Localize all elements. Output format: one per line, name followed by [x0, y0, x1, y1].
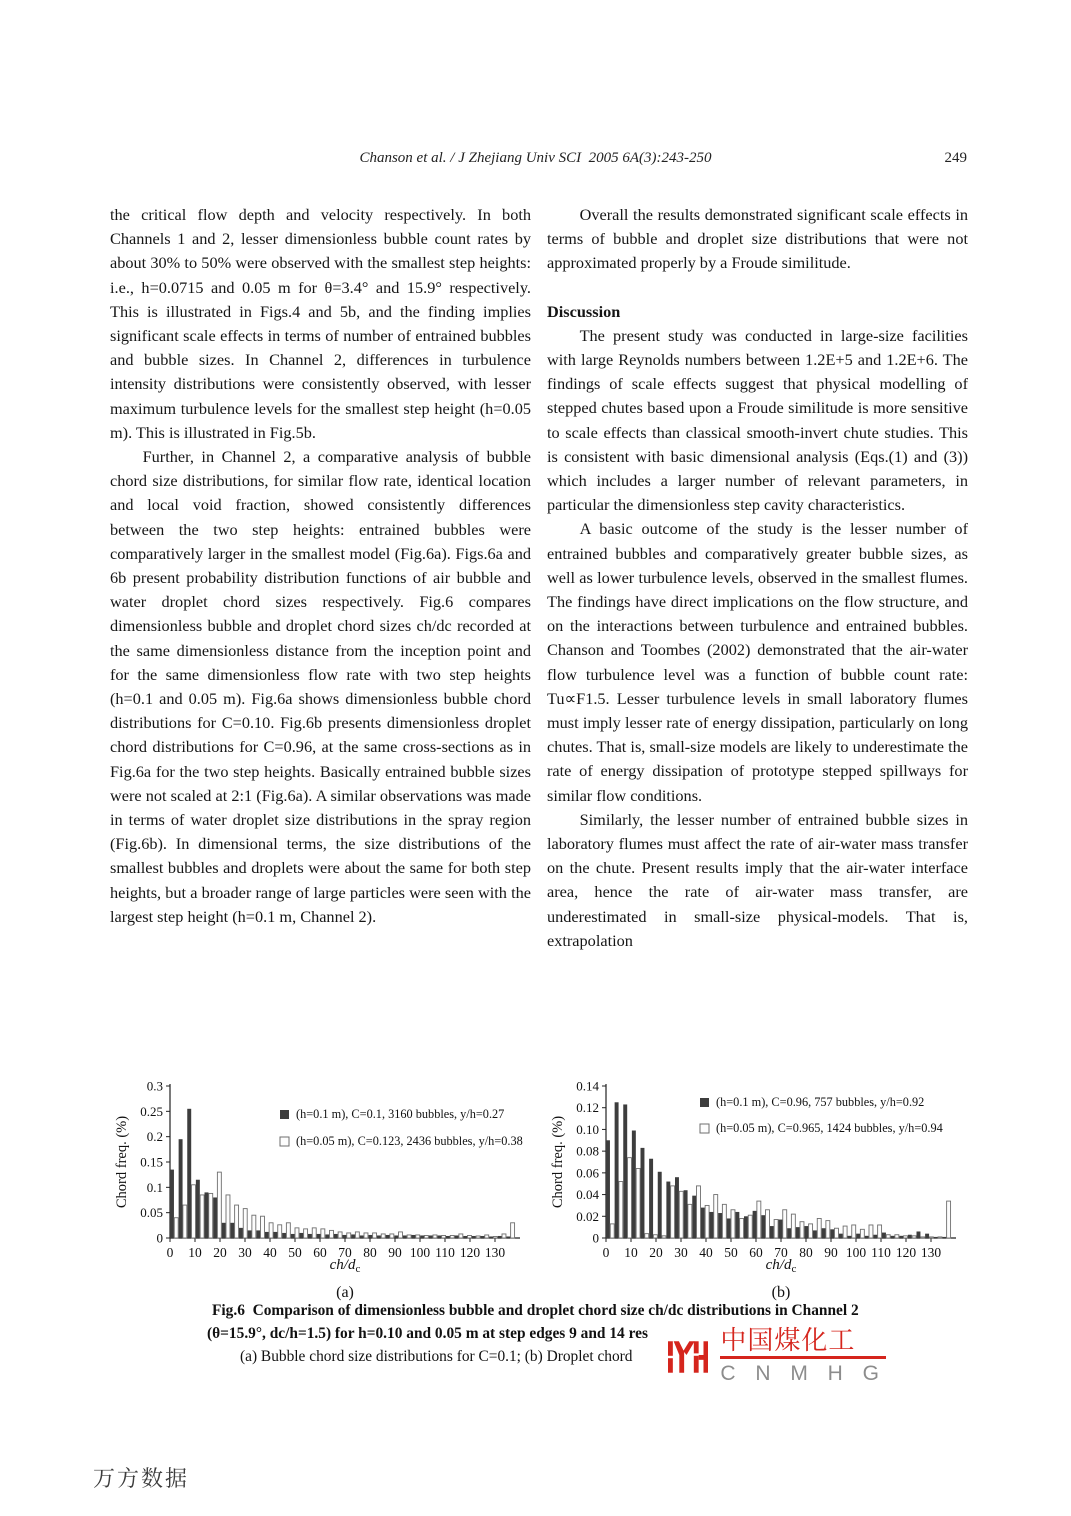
svg-text:120: 120: [459, 1245, 481, 1260]
svg-text:130: 130: [484, 1245, 506, 1260]
svg-text:0: 0: [156, 1230, 163, 1246]
svg-text:80: 80: [799, 1245, 813, 1260]
caption-line-3: (a) Bubble chord size distributions for C=0.1; (b) Droplet chord: [240, 1348, 633, 1365]
caption-line-2: (θ=15.9°, dc/h=1.5) for h=0.10 and 0.05 m at step edges 9 and 14 res: [207, 1325, 648, 1342]
svg-text:0: 0: [602, 1245, 610, 1260]
paragraph: Overall the results demonstrated significant scale effects in terms of bubble and droplet size distributions that were not approximated properly by a Froude similitude.: [547, 205, 968, 273]
subfigure-label: (b): [771, 1284, 791, 1301]
svg-text:60: 60: [313, 1245, 327, 1260]
cnmhg-logo: [668, 1322, 886, 1396]
svg-text:110: 110: [871, 1245, 891, 1260]
svg-text:110: 110: [435, 1245, 455, 1260]
svg-text:0.2: 0.2: [146, 1129, 163, 1145]
svg-text:0: 0: [166, 1245, 174, 1260]
cnmhg-logo-texts: [720, 1322, 886, 1386]
svg-text:100: 100: [409, 1245, 431, 1260]
svg-text:0: 0: [592, 1230, 599, 1246]
svg-text:40: 40: [263, 1245, 277, 1260]
svg-text:70: 70: [338, 1245, 352, 1260]
svg-text:0.25: 0.25: [140, 1103, 163, 1119]
svg-text:0.05: 0.05: [140, 1205, 163, 1221]
bar-chart-svg: [112, 1076, 537, 1304]
column-right: [547, 203, 968, 1075]
svg-text:80: 80: [363, 1245, 377, 1260]
svg-text:(h=0.1 m), C=0.96, 757 bubbles: (h=0.1 m), C=0.96, 757 bubbles, y/h=0.92: [716, 1095, 925, 1109]
chart-a: [112, 1076, 537, 1304]
svg-text:40: 40: [699, 1245, 713, 1260]
svg-text:90: 90: [824, 1245, 838, 1260]
paragraph: Similarly, the lesser number of entrained bubble sizes in laboratory flumes must affect the rate of air-water mass transfer on the chute. Present results imply that the air-water interface area, hence the rate of air-water mass transfer, are underestimated in small-size physical-models. That is, extrapolation: [547, 809, 968, 950]
caption-line-1: Fig.6 Comparison of dimensionless bubble and droplet chord size ch/dc distributions in Channel 2: [212, 1302, 859, 1319]
svg-text:0.08: 0.08: [576, 1143, 599, 1159]
svg-text:70: 70: [774, 1245, 788, 1260]
svg-text:0.3: 0.3: [146, 1078, 163, 1094]
svg-text:100: 100: [845, 1245, 867, 1260]
svg-text:(h=0.05 m), C=0.123, 2436 bubb: (h=0.05 m), C=0.123, 2436 bubbles, y/h=0.38: [296, 1134, 523, 1148]
paragraph: A basic outcome of the study is the lesser number of entrained bubbles and comparatively greater bubble sizes, as well as lower turbulence levels, observed in the smallest flumes. The findings have direct implications on the flow structure, and on the interactions between turbulence and entrained bubbles. Chanson and Toombes (2002) demonstrated that the air-water flow turbulence level was a function of bubble count rate: Tu∝F1.5. Lesser turbulence levels in small laboratory flumes must imply lesser rate of energy dissipation, particularly on long chutes. That is, small-size models are likely to underestimate the rate of energy dissipation of prototype stepped spillways for similar flow conditions.: [547, 519, 968, 805]
chart-legend: [700, 1095, 943, 1135]
svg-text:120: 120: [895, 1245, 917, 1260]
svg-text:0.10: 0.10: [576, 1121, 599, 1137]
svg-text:10: 10: [624, 1245, 638, 1260]
svg-text:30: 30: [238, 1245, 252, 1260]
x-axis-label: $ch/d_c$: [329, 1257, 361, 1275]
svg-text:90: 90: [388, 1245, 402, 1260]
svg-text:0.15: 0.15: [140, 1154, 163, 1170]
chart-b: [548, 1076, 973, 1304]
cnmhg-logo-mark-icon: [668, 1328, 708, 1386]
svg-text:(h=0.05 m), C=0.965, 1424 bubb: (h=0.05 m), C=0.965, 1424 bubbles, y/h=0.94: [716, 1121, 943, 1135]
subfigure-label: (a): [336, 1284, 354, 1301]
paragraph: The present study was conducted in large-size facilities with large Reynolds numbers between 1.2E+5 and 1.2E+6. The findings of scale effects suggest that physical modelling of stepped chutes based upon a Froude similitude is more sensitive to scale effects than classical smooth-invert chute studies. This is consistent with basic dimensional analysis (Eqs.(1) and (3)) which includes a larger number of relevant parameters, in particular the dimensionless step cavity characteristics.: [547, 325, 968, 515]
paragraph: Further, in Channel 2, a comparative analysis of bubble chord size distributions, for similar flow rate, identical location and local void fraction, showed consistently differences between the two step heights: entrained bubbles were comparatively larger in the smallest model (Fig.6a). Figs.6a and 6b present probability distribution functions of air bubble and water droplet chord sizes respectively. Fig.6 compares dimensionless bubble and droplet chord sizes ch/dc recorded at the same dimensionless distance from the inception point and for the same dimensionless flow rate with two step heights (h=0.1 and 0.05 m). Fig.6a shows dimensionless bubble chord distributions for C=0.10. Fig.6b presents dimensionless droplet chord distributions for C=0.96, at the same cross-sections as in Fig.6a for the two step heights. Basically entrained bubble sizes were not scaled at 2:1 (Fig.6a). A similar observations was made in terms of water droplet size distributions in the spray region (Fig.6b). In dimensional terms, the size distributions of the smallest bubbles and droplets were about the same for both step heights, but a broader range of large particles were seen with the largest step height (h=0.1 m, Channel 2).: [110, 447, 531, 926]
svg-text:10: 10: [188, 1245, 202, 1260]
svg-text:130: 130: [920, 1245, 942, 1260]
svg-text:60: 60: [749, 1245, 763, 1260]
y-axis-label: Chord freq. (%): [114, 1115, 130, 1209]
bars-group: [170, 1109, 515, 1238]
svg-text:50: 50: [288, 1245, 302, 1260]
column-left: [110, 203, 531, 1075]
svg-text:50: 50: [724, 1245, 738, 1260]
svg-text:0.02: 0.02: [576, 1208, 599, 1224]
svg-text:20: 20: [649, 1245, 663, 1260]
paragraph: the critical flow depth and velocity respectively. In both Channels 1 and 2, lesser dimensionless bubble count rates by about 30% to 50% were observed with the smallest step heights: i.e., h=0.0715 and 0.05 m for θ=3.4° and 15.9° respectively. This is illustrated in Figs.4 and 5b, and the finding implies significant scale effects in terms of number of entrained bubbles and bubble sizes. In Channel 2, differences in turbulence intensity distributions were consistently observed, with lesser maximum turbulence levels for the smallest step height (h=0.05 m). This is illustrated in Fig.5b.: [110, 205, 531, 442]
chart-legend: [280, 1107, 523, 1148]
bar-chart-svg: [548, 1076, 973, 1304]
svg-text:20: 20: [213, 1245, 227, 1260]
svg-text:0.1: 0.1: [146, 1179, 163, 1195]
svg-text:(h=0.1 m), C=0.1, 3160 bubbles: (h=0.1 m), C=0.1, 3160 bubbles, y/h=0.27: [296, 1107, 505, 1121]
wanfang-watermark: 万方数据: [93, 1466, 190, 1491]
running-header: Chanson et al. / J Zhejiang Univ SCI 2005 6A(3):243-250: [359, 150, 712, 166]
svg-text:0.04: 0.04: [576, 1187, 599, 1203]
logo-chinese-text: 中国煤化工: [720, 1326, 886, 1359]
svg-text:30: 30: [674, 1245, 688, 1260]
svg-text:0.14: 0.14: [576, 1078, 599, 1094]
page-number: 249: [944, 150, 967, 166]
svg-text:0.12: 0.12: [576, 1100, 599, 1116]
logo-latin-text: C N M H G: [720, 1362, 886, 1385]
y-axis-label: Chord freq. (%): [550, 1115, 566, 1209]
section-heading: Discussion: [547, 301, 621, 321]
x-axis-label: $ch/d_c$: [765, 1257, 797, 1275]
svg-text:0.06: 0.06: [576, 1165, 599, 1181]
